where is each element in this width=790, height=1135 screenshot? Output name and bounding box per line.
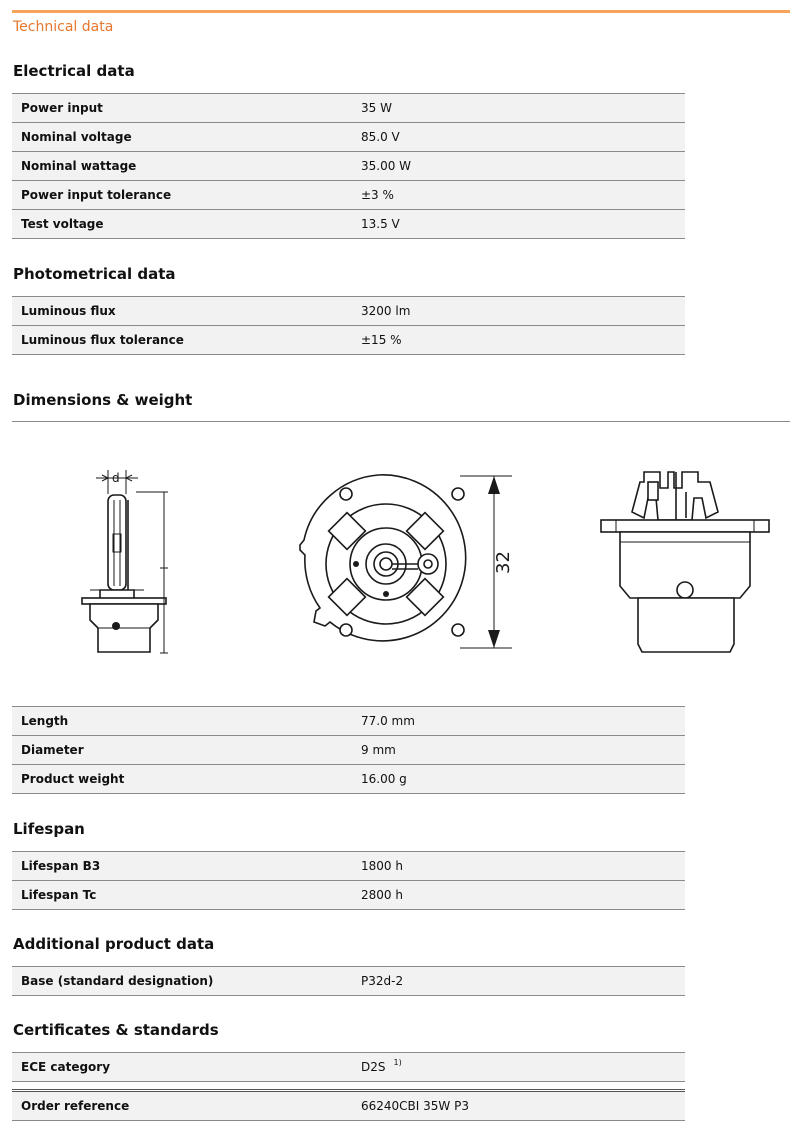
dimensions-table <box>12 706 685 794</box>
row-value: 35.00 W <box>361 159 412 173</box>
table-row <box>12 326 685 355</box>
row-value: P32d-2 <box>361 974 404 988</box>
bulb-side-drawing <box>70 460 180 660</box>
row-label: Lifespan Tc <box>21 888 97 902</box>
row-label: Diameter <box>21 743 84 757</box>
table-row <box>12 852 685 881</box>
section-title-dimensions: Dimensions & weight <box>13 391 193 409</box>
table-row <box>12 123 685 152</box>
section-title-photometrical: Photometrical data <box>13 265 176 283</box>
table-row <box>12 210 685 239</box>
height-label: 32 <box>493 551 514 574</box>
base-top-drawing <box>290 470 520 660</box>
row-value <box>361 1060 402 1074</box>
row-label: Power input tolerance <box>21 188 172 202</box>
table-row <box>12 736 685 765</box>
row-value: 2800 h <box>361 888 403 902</box>
table-row <box>12 967 685 996</box>
row-value: 77.0 mm <box>361 714 415 728</box>
row-label: Order reference <box>21 1099 130 1113</box>
row-value: 16.00 g <box>361 772 407 786</box>
additional-table <box>12 966 685 996</box>
row-label: Nominal wattage <box>21 159 137 173</box>
table-row <box>12 152 685 181</box>
base-profile-drawing <box>598 468 773 658</box>
row-value: 1800 h <box>361 859 403 873</box>
row-label: Luminous flux tolerance <box>21 333 184 347</box>
order-table <box>12 1089 685 1121</box>
section-title-electrical: Electrical data <box>13 62 135 80</box>
row-label: Nominal voltage <box>21 130 132 144</box>
table-row <box>12 1092 685 1121</box>
row-value: 35 W <box>361 101 392 115</box>
section-title-additional: Additional product data <box>13 935 215 953</box>
row-value: 85.0 V <box>361 130 400 144</box>
table-row <box>12 94 685 123</box>
section-title-lifespan: Lifespan <box>13 820 85 838</box>
lifespan-table <box>12 851 685 910</box>
row-label: Luminous flux <box>21 304 116 318</box>
table-row <box>12 181 685 210</box>
d-label: d <box>112 471 120 485</box>
row-value: ±3 % <box>361 188 394 202</box>
row-value: ±15 % <box>361 333 402 347</box>
row-label: Power input <box>21 101 103 115</box>
row-label: Product weight <box>21 772 125 786</box>
section-title-certificates: Certificates & standards <box>13 1021 219 1039</box>
row-label: Base (standard designation) <box>21 974 214 988</box>
certificates-table <box>12 1052 685 1082</box>
row-label: ECE category <box>21 1060 111 1074</box>
table-row <box>12 707 685 736</box>
electrical-table <box>12 93 685 239</box>
header-rule <box>12 10 790 13</box>
row-value: 13.5 V <box>361 217 400 231</box>
row-label: Test voltage <box>21 217 104 231</box>
row-value-text: D2S <box>361 1060 386 1074</box>
table-row <box>12 765 685 794</box>
row-label: Lifespan B3 <box>21 859 101 873</box>
row-value: 66240CBI 35W P3 <box>361 1099 469 1113</box>
photometrical-table <box>12 296 685 355</box>
row-value: 9 mm <box>361 743 396 757</box>
page-title: Technical data <box>13 19 114 35</box>
footnote-marker: 1) <box>393 1058 402 1067</box>
table-row <box>12 297 685 326</box>
divider <box>12 421 790 422</box>
row-value: 3200 lm <box>361 304 411 318</box>
table-row <box>12 881 685 910</box>
table-row <box>12 1053 685 1082</box>
row-label: Length <box>21 714 69 728</box>
